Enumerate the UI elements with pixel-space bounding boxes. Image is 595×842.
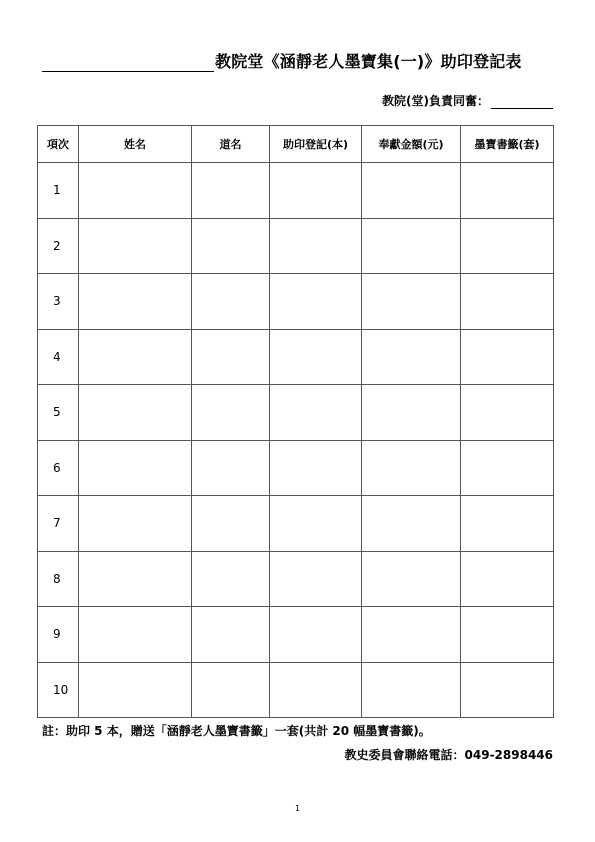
bookmarks-cell[interactable] <box>461 440 554 496</box>
name-cell[interactable] <box>79 163 192 219</box>
page-number: 1 <box>294 804 301 813</box>
bookmarks-cell[interactable] <box>461 496 554 552</box>
column-header-amount: 奉獻金額(元) <box>362 126 461 163</box>
column-header-name: 姓名 <box>79 126 192 163</box>
dao-name-cell[interactable] <box>192 385 270 441</box>
row-index: 6 <box>38 440 79 496</box>
dao-name-cell[interactable] <box>192 496 270 552</box>
amount-cell[interactable] <box>362 385 461 441</box>
row-index: 5 <box>38 385 79 441</box>
dao-name-cell[interactable] <box>192 440 270 496</box>
amount-cell[interactable] <box>362 662 461 718</box>
dao-name-cell[interactable] <box>192 329 270 385</box>
copies-cell[interactable] <box>270 440 362 496</box>
responsible-person-blank[interactable] <box>491 94 553 109</box>
row-index: 7 <box>38 496 79 552</box>
responsible-person-row <box>382 92 553 109</box>
table-row <box>38 551 554 607</box>
amount-cell[interactable] <box>362 163 461 219</box>
bookmarks-cell[interactable] <box>461 163 554 219</box>
bookmarks-cell[interactable] <box>461 274 554 330</box>
dao-name-cell[interactable] <box>192 274 270 330</box>
dao-name-cell[interactable] <box>192 551 270 607</box>
row-index: 2 <box>38 218 79 274</box>
dao-name-cell[interactable] <box>192 218 270 274</box>
amount-cell[interactable] <box>362 274 461 330</box>
bookmarks-cell[interactable] <box>461 385 554 441</box>
table-row <box>38 274 554 330</box>
name-cell[interactable] <box>79 329 192 385</box>
name-cell[interactable] <box>79 218 192 274</box>
bookmarks-cell[interactable] <box>461 607 554 663</box>
registration-table <box>37 125 554 718</box>
column-header-copies: 助印登記(本) <box>270 126 362 163</box>
row-index: 9 <box>38 607 79 663</box>
title-row <box>42 46 554 72</box>
name-cell[interactable] <box>79 385 192 441</box>
table-header-row <box>38 126 554 163</box>
column-header-dao-name: 道名 <box>192 126 270 163</box>
name-cell[interactable] <box>79 662 192 718</box>
amount-cell[interactable] <box>362 218 461 274</box>
copies-cell[interactable] <box>270 218 362 274</box>
bookmarks-cell[interactable] <box>461 218 554 274</box>
bookmarks-cell[interactable] <box>461 551 554 607</box>
row-index: 1 <box>38 163 79 219</box>
amount-cell[interactable] <box>362 496 461 552</box>
dao-name-cell[interactable] <box>192 662 270 718</box>
name-cell[interactable] <box>79 551 192 607</box>
copies-cell[interactable] <box>270 163 362 219</box>
copies-cell[interactable] <box>270 385 362 441</box>
table-row <box>38 496 554 552</box>
bookmarks-cell[interactable] <box>461 329 554 385</box>
responsible-person-label: 教院(堂)負責同奮： <box>382 94 489 108</box>
copies-cell[interactable] <box>270 496 362 552</box>
column-header-index: 項次 <box>38 126 79 163</box>
table-row <box>38 662 554 718</box>
amount-cell[interactable] <box>362 440 461 496</box>
table-row <box>38 440 554 496</box>
bookmarks-cell[interactable] <box>461 662 554 718</box>
table-row <box>38 218 554 274</box>
name-cell[interactable] <box>79 607 192 663</box>
row-index: 10 <box>38 662 79 718</box>
row-index: 8 <box>38 551 79 607</box>
contact-phone: 教史委員會聯絡電話：049-2898446 <box>344 748 553 762</box>
page-title: 教院堂《涵靜老人墨寶集(一)》助印登記表 <box>215 52 522 71</box>
row-index: 3 <box>38 274 79 330</box>
copies-cell[interactable] <box>270 329 362 385</box>
column-header-bookmarks: 墨寶書籤(套) <box>461 126 554 163</box>
table-row <box>38 329 554 385</box>
name-cell[interactable] <box>79 274 192 330</box>
amount-cell[interactable] <box>362 329 461 385</box>
table-row <box>38 607 554 663</box>
amount-cell[interactable] <box>362 607 461 663</box>
church-name-blank[interactable] <box>42 47 214 72</box>
copies-cell[interactable] <box>270 274 362 330</box>
copies-cell[interactable] <box>270 607 362 663</box>
bookmark-gift-note: 註：助印 5 本，贈送「涵靜老人墨寶書籤」一套(共計 20 幅墨寶書籤)。 <box>42 724 431 738</box>
name-cell[interactable] <box>79 496 192 552</box>
table-row <box>38 163 554 219</box>
table-row <box>38 385 554 441</box>
copies-cell[interactable] <box>270 662 362 718</box>
row-index: 4 <box>38 329 79 385</box>
dao-name-cell[interactable] <box>192 607 270 663</box>
name-cell[interactable] <box>79 440 192 496</box>
dao-name-cell[interactable] <box>192 163 270 219</box>
copies-cell[interactable] <box>270 551 362 607</box>
amount-cell[interactable] <box>362 551 461 607</box>
